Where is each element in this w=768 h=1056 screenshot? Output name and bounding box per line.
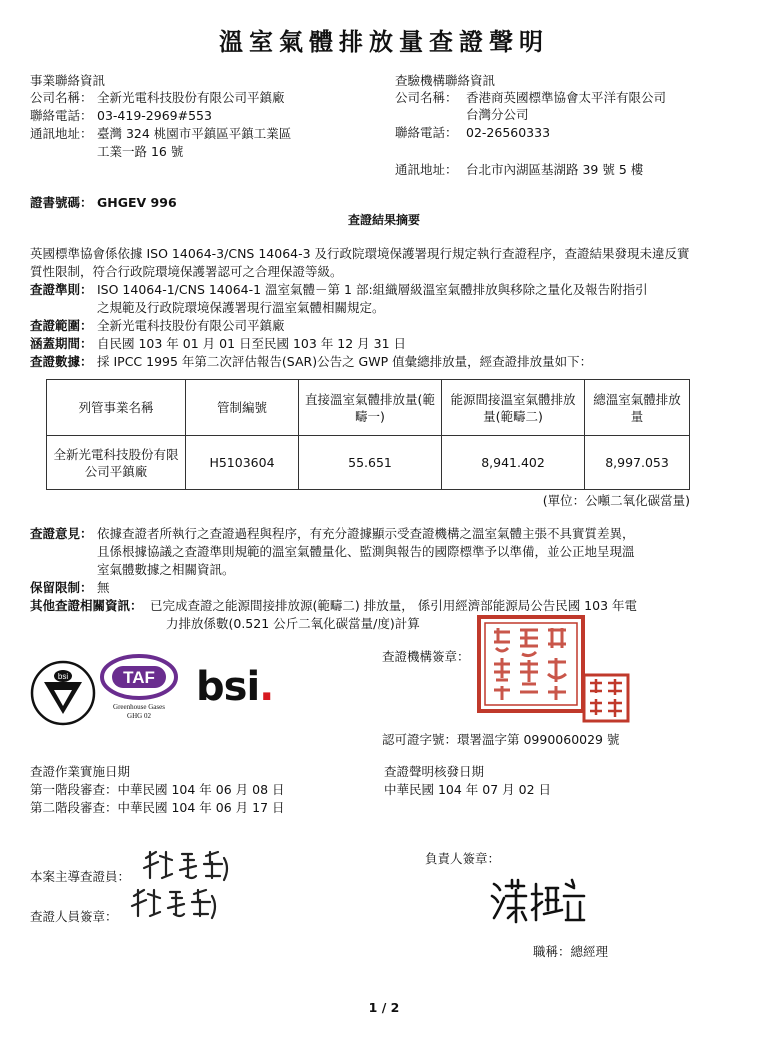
verifier-signature [128, 886, 228, 926]
table-row [47, 436, 690, 490]
limitation-value: 無 [97, 580, 110, 595]
table-header-cell: 總溫室氣體排放量 [585, 380, 690, 436]
table-header-cell: 管制編號 [186, 380, 299, 436]
opinion-line2: 且係根據協議之查證準則規範的溫室氣體量化、監測與報告的國際標準予以準備，並公正地呈現溫 [97, 544, 635, 559]
certificate-number-label: 證書號碼： [30, 195, 93, 210]
bsi-logo [196, 664, 273, 710]
criteria-label: 查證準則： [30, 282, 93, 297]
summary-heading: 查證結果摘要 [347, 213, 420, 227]
verifier-name-line1: 香港商英國標準協會太平洋有限公司 [466, 90, 667, 105]
issue-heading: 查證聲明核發日期 [384, 764, 485, 779]
table-cell: 8,941.402 [442, 436, 585, 490]
other-info-label: 其他查證相關資訊： [30, 598, 143, 613]
scope-label: 查證範圍： [30, 318, 93, 333]
representative-seal-stamp [582, 673, 630, 727]
schedule-heading: 查證作業實施日期 [30, 764, 131, 779]
verifier-address-label: 通訊地址： [395, 162, 458, 177]
intro-paragraph: 英國標準協會係依據 ISO 14064-3/CNS 14064-3 及行政院環境保護署現行規定執行查證程序，查證結果發現未違反實質性限制，符合行政院環境保護署認可之合理保證等級。 [30, 246, 690, 279]
bsi-mark-text: bsi [57, 672, 69, 681]
company-address-line2: 工業一路 16 號 [97, 144, 184, 159]
company-name-label: 公司名稱： [30, 90, 93, 105]
other-info-line2: 力排放係數(0.521 公斤二氧化碳當量/度)計算 [166, 616, 420, 631]
issue-date: 中華民國 104 年 07 月 02 日 [384, 782, 552, 797]
table-header-cell: 能源間接溫室氣體排放量(範疇二) [442, 380, 585, 436]
company-phone: 03-419-2969#553 [97, 108, 212, 123]
opinion-line3: 室氣體數據之相關資訊。 [97, 562, 235, 577]
verifier-sign-label: 查證人員簽章： [30, 909, 118, 924]
other-info-line1: 已完成查證之能源間接排放源(範疇二) 排放量， 係引用經濟部能源局公告民國 103 年電 [150, 598, 638, 613]
opinion-line1: 依據查證者所執行之查證過程與程序，有充分證據顯示受查證機構之溫室氣體主張不具實質差異， [97, 526, 635, 541]
bsi-kitemark-logo [30, 660, 96, 726]
approval-number: 認可證字號：環署溫字第 0990060029 號 [382, 732, 620, 747]
company-address-line1: 臺灣 324 桃園市平鎮區平鎮工業區 [97, 126, 292, 141]
company-phone-label: 聯絡電話： [30, 108, 93, 123]
limitation-label: 保留限制： [30, 580, 93, 595]
table-cell: 55.651 [299, 436, 442, 490]
certificate-number: GHGEV 996 [97, 195, 177, 210]
criteria-line2: 之規範及行政院環境保護署現行溫室氣體相關規定。 [97, 300, 385, 315]
table-header-cell: 列管事業名稱 [47, 380, 186, 436]
emissions-table [46, 379, 690, 490]
verifier-contact-heading: 查驗機構聯絡資訊 [395, 73, 496, 88]
data-note-label: 查證數據： [30, 354, 93, 369]
verifier-address: 台北市內湖區基湖路 39 號 5 樓 [466, 162, 644, 177]
period-value: 自民國 103 年 01 月 01 日至民國 103 年 12 月 31 日 [97, 336, 407, 351]
verifier-phone: 02-26560333 [466, 125, 551, 140]
table-header-cell: 直接溫室氣體排放量(範疇一) [299, 380, 442, 436]
taf-logo-sub1: Greenhouse Gases [113, 703, 165, 711]
bsi-logo-dot: . [259, 664, 274, 710]
page-number: 1 / 2 [368, 1000, 400, 1015]
bsi-logo-text: bsi [196, 664, 260, 710]
company-seal-stamp [476, 614, 586, 718]
table-cell: 全新光電科技股份有限公司平鎮廠 [47, 436, 186, 490]
period-label: 涵蓋期間： [30, 336, 93, 351]
document-title: 溫室氣體排放量查證聲明 [219, 28, 549, 56]
company-name: 全新光電科技股份有限公司平鎮廠 [97, 90, 285, 105]
verifier-name-line2: 台灣分公司 [466, 107, 529, 122]
verifier-phone-label: 聯絡電話： [395, 125, 458, 140]
taf-logo-sub2: GHG 02 [127, 712, 151, 720]
table-unit: (單位：公噸二氧化碳當量) [542, 493, 690, 508]
taf-logo-text: TAF [123, 668, 155, 687]
taf-logo [98, 653, 180, 723]
table-cell: H5103604 [186, 436, 299, 490]
signer-position: 職稱：總經理 [533, 944, 609, 959]
opinion-label: 查證意見： [30, 526, 93, 541]
data-note-value: 採 IPCC 1995 年第二次評估報告(SAR)公告之 GWP 值彙總排放量，經查證排放量如下： [97, 354, 593, 369]
table-header-row [47, 380, 690, 436]
company-contact-heading: 事業聯絡資訊 [30, 73, 106, 88]
responsible-person-label: 負責人簽章： [425, 851, 501, 866]
schedule-stage1: 第一階段審查：中華民國 104 年 06 月 08 日 [30, 782, 285, 797]
table-cell: 8,997.053 [585, 436, 690, 490]
scope-value: 全新光電科技股份有限公司平鎮廠 [97, 318, 285, 333]
company-address-label: 通訊地址： [30, 126, 93, 141]
agency-sign-label: 查證機構簽章： [382, 649, 470, 664]
responsible-person-signature [488, 874, 588, 930]
lead-verifier-signature [140, 848, 240, 888]
schedule-stage2: 第二階段審查：中華民國 104 年 06 月 17 日 [30, 800, 285, 815]
lead-verifier-label: 本案主導查證員： [30, 869, 131, 884]
criteria-line1: ISO 14064-1/CNS 14064-1 溫室氣體－第 1 部:組織層級溫室氣體排放與移除之量化及報告附指引 [97, 282, 648, 297]
verifier-name-label: 公司名稱： [395, 90, 458, 105]
